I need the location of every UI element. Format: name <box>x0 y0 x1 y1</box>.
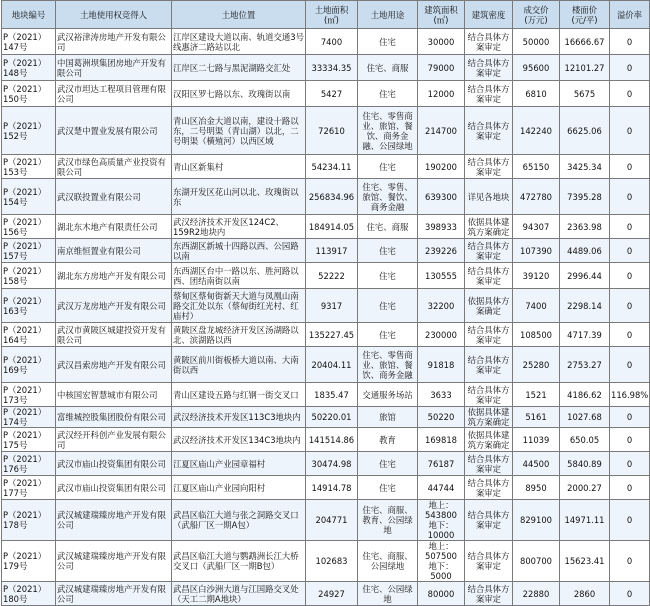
cell-owner: 武汉城建瑞臻房地产开发有限公司 <box>56 582 172 606</box>
cell-gfa: 12000 <box>418 81 465 107</box>
cell-gfa: 30000 <box>418 29 465 55</box>
cell-floor-price: 14971.11 <box>560 500 610 541</box>
cell-use: 教育 <box>358 428 418 452</box>
header-area: 土地面积 (㎡) <box>306 1 358 29</box>
cell-use: 住宅 <box>358 155 418 179</box>
cell-price: 6810 <box>513 81 560 107</box>
cell-area: 33334.35 <box>306 55 358 81</box>
cell-use: 住宅、商服、公园绿地 <box>358 541 418 582</box>
cell-gfa: 169818 <box>418 428 465 452</box>
cell-code: P（2021） 156号 <box>2 215 56 239</box>
cell-location: 江岸区二七路与黑泥湖路交汇处 <box>172 55 306 81</box>
cell-density: 结合具体方案审定 <box>465 500 513 541</box>
table-row <box>2 155 650 179</box>
cell-gfa: 50220 <box>418 407 465 428</box>
cell-premium: 0 <box>610 541 650 582</box>
cell-premium: 0 <box>610 500 650 541</box>
cell-gfa: 230000 <box>418 323 465 347</box>
cell-owner: 武汉市黄陂区城建投资开发有限公司 <box>56 323 172 347</box>
cell-area: 141514.86 <box>306 428 358 452</box>
cell-gfa: 190200 <box>418 155 465 179</box>
cell-gfa: 地上：507500 地下：5000 <box>418 541 465 582</box>
table-row <box>2 452 650 476</box>
table-row <box>2 179 650 215</box>
cell-floor-price: 2298.14 <box>560 289 610 323</box>
header-use: 土地用途 <box>358 1 418 29</box>
header-premium: 溢价率 <box>610 1 650 29</box>
cell-density: 依据具体建筑方案确定 <box>465 215 513 239</box>
cell-owner: 湖北东木地产有限责任公司 <box>56 215 172 239</box>
cell-use: 住宅 <box>358 81 418 107</box>
table-row <box>2 55 650 81</box>
cell-price: 142240 <box>513 107 560 155</box>
cell-density: 结合具体方案审定 <box>465 55 513 81</box>
cell-gfa: 76187 <box>418 452 465 476</box>
cell-owner: 武汉联投置业有限公司 <box>56 179 172 215</box>
cell-gfa: 32200 <box>418 289 465 323</box>
cell-location: 武昌区白沙洲大道与江国路交叉处（天工二期A地块） <box>172 582 306 606</box>
cell-premium: 0 <box>610 452 650 476</box>
cell-area: 54234.11 <box>306 155 358 179</box>
cell-floor-price: 5840.89 <box>560 452 610 476</box>
cell-use: 住宅 <box>358 476 418 500</box>
cell-code: P（2021） 169号 <box>2 347 56 383</box>
table-row <box>2 383 650 407</box>
cell-gfa: 地上：543800 地下：10000 <box>418 500 465 541</box>
cell-code: P（2021） 174号 <box>2 407 56 428</box>
cell-density: 结合具体方案审定 <box>465 107 513 155</box>
cell-location: 青山区建设五路与红钢一街交叉口 <box>172 383 306 407</box>
cell-location: 东西湖区台中一路以东、胜河路以西、团结南街以南 <box>172 263 306 289</box>
cell-owner: 武汉城建瑞臻房地产开发有限公司 <box>56 541 172 582</box>
cell-owner: 武汉裕津涛房地产开发有限公司 <box>56 29 172 55</box>
cell-use: 住宅 <box>358 29 418 55</box>
cell-density: 结合具体方案审定 <box>465 541 513 582</box>
cell-floor-price: 16666.67 <box>560 29 610 55</box>
cell-use: 住宅、零售商业、旅馆、餐饮、商务金融 <box>358 347 418 383</box>
cell-location: 黄陂区盘龙城经济开发区汤湖路以北、滨湖路以西 <box>172 323 306 347</box>
cell-density: 详见各地块 <box>465 179 513 215</box>
cell-price: 1521 <box>513 383 560 407</box>
cell-code: P（2021） 152号 <box>2 107 56 155</box>
cell-use: 住宅、零售、旅馆、餐饮、商务金融 <box>358 179 418 215</box>
cell-area: 24927 <box>306 582 358 606</box>
cell-premium: 0 <box>610 55 650 81</box>
cell-use: 住宅、商服 <box>358 215 418 239</box>
cell-location: 武汉经济技术开发区124C2、159R2地块内 <box>172 215 306 239</box>
cell-owner: 南京维恒置业有限公司 <box>56 239 172 263</box>
table-row <box>2 323 650 347</box>
cell-code: P（2021） 179号 <box>2 541 56 582</box>
cell-floor-price: 4717.39 <box>560 323 610 347</box>
cell-location: 东西湖区新城十四路以西、公园路以南 <box>172 239 306 263</box>
cell-location: 东湖开发区花山河以北、玫瑰街以东 <box>172 179 306 215</box>
cell-code: P（2021） 178号 <box>2 500 56 541</box>
cell-price: 39120 <box>513 263 560 289</box>
header-location: 土地位置 <box>172 1 306 29</box>
cell-floor-price: 1027.68 <box>560 407 610 428</box>
cell-code: P（2021） 163号 <box>2 289 56 323</box>
cell-gfa: 398933 <box>418 215 465 239</box>
cell-owner: 武汉市庙山投资集团有限公司 <box>56 452 172 476</box>
cell-price: 829100 <box>513 500 560 541</box>
cell-code: P（2021） 173号 <box>2 383 56 407</box>
cell-price: 11039 <box>513 428 560 452</box>
cell-use: 住宅、商服、教育、公园绿地 <box>358 500 418 541</box>
cell-location: 青山区新集村 <box>172 155 306 179</box>
cell-density: 依据具体建筑方案确定 <box>465 407 513 428</box>
cell-owner: 武汉市庙山投资集团有限公司 <box>56 476 172 500</box>
table-row <box>2 107 650 155</box>
cell-price: 108500 <box>513 323 560 347</box>
cell-density: 结合具体方案审定 <box>465 452 513 476</box>
cell-premium: 0 <box>610 215 650 239</box>
cell-area: 256834.96 <box>306 179 358 215</box>
table-row <box>2 263 650 289</box>
cell-area: 102683 <box>306 541 358 582</box>
header-owner: 土地使用权竞得人 <box>56 1 172 29</box>
cell-owner: 武汉楚中置业发展有限公司 <box>56 107 172 155</box>
header-price: 成交价 (万元) <box>513 1 560 29</box>
table-row <box>2 239 650 263</box>
cell-premium: 0 <box>610 582 650 606</box>
cell-code: P（2021） 153号 <box>2 155 56 179</box>
cell-location: 青山区冶金大道以南，建设十路以东，二号明渠（青山湖）以北，二号明渠（横殖河）以西区域 <box>172 107 306 155</box>
cell-premium: 0 <box>610 347 650 383</box>
header-gfa: 建筑面积 (㎡) <box>418 1 465 29</box>
cell-gfa: 44744 <box>418 476 465 500</box>
cell-code: P（2021） 158号 <box>2 263 56 289</box>
cell-code: P（2021） 177号 <box>2 476 56 500</box>
cell-owner: 中国葛洲坝集团房地产开发有限公司 <box>56 55 172 81</box>
cell-price: 94307 <box>513 215 560 239</box>
cell-location: 武昌区临江大道与张之洞路交叉口（武船厂区一期A包） <box>172 500 306 541</box>
cell-area: 1835.47 <box>306 383 358 407</box>
cell-floor-price: 4186.62 <box>560 383 610 407</box>
cell-use: 住宅 <box>358 452 418 476</box>
cell-location: 江夏区庙山产业园向阳村 <box>172 476 306 500</box>
cell-owner: 武汉昌索房地产开发有限公司 <box>56 347 172 383</box>
cell-density: 结合具体方案审定 <box>465 383 513 407</box>
cell-gfa: 79000 <box>418 55 465 81</box>
cell-floor-price: 3425.34 <box>560 155 610 179</box>
cell-floor-price: 7395.28 <box>560 179 610 215</box>
cell-use: 旅馆 <box>358 407 418 428</box>
cell-premium: 0 <box>610 407 650 428</box>
cell-floor-price: 15623.41 <box>560 541 610 582</box>
cell-use: 住宅、商服 <box>358 55 418 81</box>
cell-area: 113917 <box>306 239 358 263</box>
cell-floor-price: 2363.98 <box>560 215 610 239</box>
header-row <box>2 1 650 29</box>
header-floor-price: 楼面价 (元/平) <box>560 1 610 29</box>
cell-location: 武汉经济技术开发区134C3地块内 <box>172 428 306 452</box>
cell-owner: 武汉城建瑞臻房地产开发有限公司 <box>56 500 172 541</box>
cell-price: 107390 <box>513 239 560 263</box>
cell-code: P（2021） 154号 <box>2 179 56 215</box>
cell-location: 武昌区临江大道与鹦鹉洲长江大桥交叉口（武船厂区一期B包） <box>172 541 306 582</box>
cell-density: 结合具体方案审定 <box>465 155 513 179</box>
cell-use: 住宅 <box>358 263 418 289</box>
cell-use: 住宅 <box>358 323 418 347</box>
cell-code: P（2021） 175号 <box>2 428 56 452</box>
cell-code: P（2021） 150号 <box>2 81 56 107</box>
header-code: 地块编号 <box>2 1 56 29</box>
table-row <box>2 476 650 500</box>
cell-density: 结合具体方案审定 <box>465 81 513 107</box>
cell-area: 50220.01 <box>306 407 358 428</box>
cell-area: 20404.11 <box>306 347 358 383</box>
land-transaction-table <box>1 0 650 606</box>
table-row <box>2 500 650 541</box>
cell-code: P（2021） 176号 <box>2 452 56 476</box>
cell-price: 44500 <box>513 452 560 476</box>
cell-price: 65150 <box>513 155 560 179</box>
cell-owner: 富维城控股集团股份有限公司 <box>56 407 172 428</box>
cell-premium: 0 <box>610 29 650 55</box>
cell-premium: 0 <box>610 81 650 107</box>
cell-gfa: 91818 <box>418 347 465 383</box>
cell-use: 住宅、公园绿地 <box>358 582 418 606</box>
cell-location: 武汉经济技术开发区113C3地块内 <box>172 407 306 428</box>
table-row <box>2 289 650 323</box>
cell-area: 5427 <box>306 81 358 107</box>
cell-price: 800700 <box>513 541 560 582</box>
cell-area: 135227.45 <box>306 323 358 347</box>
cell-owner: 武汉市绿色高质量产业投资有限公司 <box>56 155 172 179</box>
cell-price: 95600 <box>513 55 560 81</box>
cell-gfa: 3633 <box>418 383 465 407</box>
cell-code: P（2021） 157号 <box>2 239 56 263</box>
table-row <box>2 347 650 383</box>
cell-area: 72610 <box>306 107 358 155</box>
cell-premium: 116.98% <box>610 383 650 407</box>
cell-price: 472780 <box>513 179 560 215</box>
cell-owner: 武汉万龙房地产开发有限公司 <box>56 289 172 323</box>
cell-location: 江岸区建设大道以南、轨道交通3号线惠济二路站以北 <box>172 29 306 55</box>
cell-price: 22880 <box>513 582 560 606</box>
cell-premium: 0 <box>610 263 650 289</box>
table-row <box>2 428 650 452</box>
cell-area: 204771 <box>306 500 358 541</box>
cell-floor-price: 2000.27 <box>560 476 610 500</box>
cell-floor-price: 2860 <box>560 582 610 606</box>
cell-density: 结合具体方案审定 <box>465 476 513 500</box>
cell-premium: 0 <box>610 476 650 500</box>
cell-location: 黄陂区前川街板桥大道以南、大南街以西 <box>172 347 306 383</box>
cell-gfa: 239226 <box>418 239 465 263</box>
cell-gfa: 639300 <box>418 179 465 215</box>
cell-density: 结合具体方案审定 <box>465 323 513 347</box>
cell-area: 14914.78 <box>306 476 358 500</box>
cell-code: P（2021） 164号 <box>2 323 56 347</box>
cell-density: 依据具体方案确定 <box>465 289 513 323</box>
cell-price: 7400 <box>513 289 560 323</box>
cell-density: 结合具体方案审定 <box>465 582 513 606</box>
cell-owner: 湖北东方房地产开发有限公司 <box>56 263 172 289</box>
cell-location: 汉阳区罗七路以东、玫瑰街以南 <box>172 81 306 107</box>
cell-use: 住宅 <box>358 289 418 323</box>
cell-code: P（2021） 147号 <box>2 29 56 55</box>
cell-area: 184914.05 <box>306 215 358 239</box>
cell-price: 25280 <box>513 347 560 383</box>
cell-owner: 武汉经开科创产业发展有限公司 <box>56 428 172 452</box>
cell-floor-price: 2996.44 <box>560 263 610 289</box>
cell-floor-price: 5675 <box>560 81 610 107</box>
cell-density: 结合具体方案审定 <box>465 239 513 263</box>
cell-area: 7400 <box>306 29 358 55</box>
cell-premium: 0 <box>610 323 650 347</box>
cell-location: 江夏区庙山产业园章福村 <box>172 452 306 476</box>
table-row <box>2 29 650 55</box>
cell-premium: 0 <box>610 428 650 452</box>
cell-code: P（2021） 180号 <box>2 582 56 606</box>
cell-price: 50000 <box>513 29 560 55</box>
cell-floor-price: 650.05 <box>560 428 610 452</box>
cell-use: 交通服务场站 <box>358 383 418 407</box>
cell-use: 住宅 <box>358 239 418 263</box>
cell-owner: 中核国宏智慧城市有限公司 <box>56 383 172 407</box>
cell-premium: 0 <box>610 179 650 215</box>
cell-gfa: 214700 <box>418 107 465 155</box>
cell-area: 9317 <box>306 289 358 323</box>
cell-floor-price: 4489.06 <box>560 239 610 263</box>
cell-density: 依据具体建筑方案确定 <box>465 428 513 452</box>
cell-floor-price: 6625.06 <box>560 107 610 155</box>
cell-owner: 武汉市坦达工程项目管理有限公司 <box>56 81 172 107</box>
cell-price: 8950 <box>513 476 560 500</box>
cell-density: 结合具体方案审定 <box>465 263 513 289</box>
cell-code: P（2021） 148号 <box>2 55 56 81</box>
cell-area: 52222 <box>306 263 358 289</box>
header-density: 建筑密度 <box>465 1 513 29</box>
cell-gfa: 130555 <box>418 263 465 289</box>
cell-premium: 0 <box>610 155 650 179</box>
cell-price: 5161 <box>513 407 560 428</box>
cell-density: 结合具体方案审定 <box>465 347 513 383</box>
cell-gfa: 80000 <box>418 582 465 606</box>
cell-premium: 0 <box>610 107 650 155</box>
cell-floor-price: 2753.27 <box>560 347 610 383</box>
cell-area: 30474.98 <box>306 452 358 476</box>
table-row <box>2 407 650 428</box>
table-row <box>2 582 650 606</box>
table-row <box>2 215 650 239</box>
cell-premium: 0 <box>610 289 650 323</box>
table-row <box>2 81 650 107</box>
cell-location: 蔡甸区蔡甸街新天大道与凤凰山南路交汇处以东（蔡甸街红光村、红庙村） <box>172 289 306 323</box>
cell-density: 结合具体方案审定 <box>465 29 513 55</box>
cell-premium: 0 <box>610 239 650 263</box>
cell-floor-price: 12101.27 <box>560 55 610 81</box>
cell-use: 住宅、零售商业、旅馆、餐饮、商务金融、公园绿地 <box>358 107 418 155</box>
table-row <box>2 541 650 582</box>
